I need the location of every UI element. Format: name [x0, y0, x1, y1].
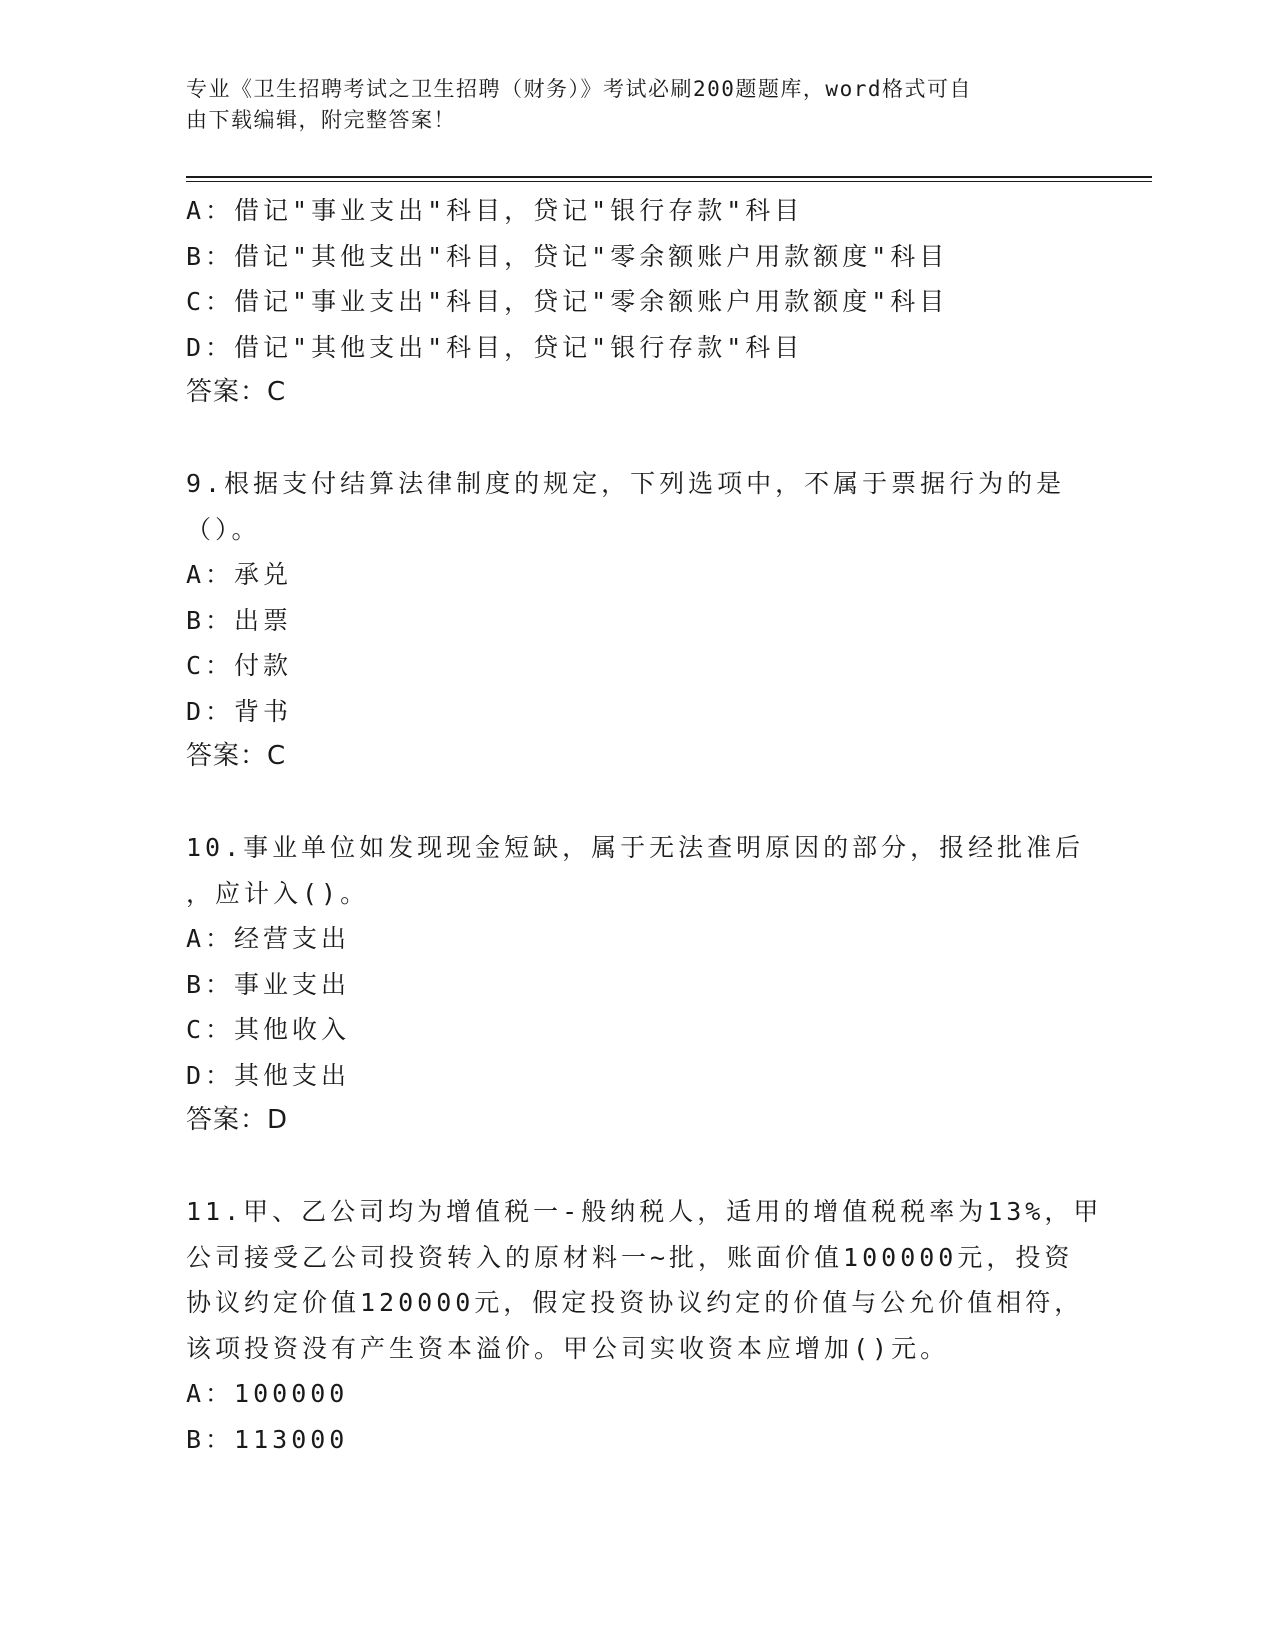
- answer: 答案：C: [186, 741, 287, 771]
- header-line-1: 专业《卫生招聘考试之卫生招聘（财务）》考试必刷200题题库，word格式可自: [186, 77, 972, 101]
- header-line-2: 由下载编辑，附完整答案！: [186, 108, 456, 132]
- option-d: D：背书: [186, 696, 293, 726]
- option-b: B：113000: [186, 1424, 349, 1454]
- question-stem-line: 9.根据支付结算法律制度的规定，下列选项中，不属于票据行为的是: [186, 469, 1066, 498]
- answer: 答案：D: [186, 1105, 289, 1135]
- question-9: [186, 461, 1086, 780]
- option-a: A：借记"事业支出"科目，贷记"银行存款"科目: [186, 196, 804, 225]
- question-10: [186, 825, 1086, 1144]
- question-stem-line: 该项投资没有产生资本溢价。甲公司实收资本应增加()元。: [186, 1333, 950, 1363]
- option-c: C：借记"事业支出"科目，贷记"零余额账户用款额度"科目: [186, 287, 949, 316]
- question-stem-line: 11.甲、乙公司均为增值税一-般纳税人，适用的增值税税率为13%，甲: [186, 1197, 1103, 1226]
- option-b: B：事业支出: [186, 969, 351, 999]
- option-d: D：其他支出: [186, 1060, 351, 1090]
- option-d: D：借记"其他支出"科目，贷记"银行存款"科目: [186, 332, 804, 362]
- question-list: [186, 188, 1103, 1462]
- question-8: [186, 188, 1086, 416]
- question-stem-line: （）。: [186, 514, 261, 544]
- option-b: B：出票: [186, 605, 293, 635]
- header-divider-thin: [186, 181, 1152, 182]
- document-header: [186, 74, 1066, 136]
- option-b: B：借记"其他支出"科目，贷记"零余额账户用款额度"科目: [186, 241, 949, 271]
- question-stem-line: 10.事业单位如发现现金短缺，属于无法查明原因的部分，报经批准后: [186, 833, 1085, 862]
- option-c: C：付款: [186, 651, 293, 680]
- question-stem-line: 协议约定价值120000元，假定投资协议约定的价值与公允价值相符，: [186, 1288, 1084, 1317]
- option-a: A：承兑: [186, 560, 293, 589]
- option-c: C：其他收入: [186, 1015, 351, 1044]
- header-divider: [186, 176, 1152, 178]
- option-a: A：100000: [186, 1379, 349, 1408]
- option-a: A：经营支出: [186, 924, 351, 953]
- question-stem-line: ，应计入()。: [186, 878, 370, 908]
- question-11: [186, 1189, 1103, 1462]
- question-stem-line: 公司接受乙公司投资转入的原材料一~批，账面价值100000元，投资: [186, 1242, 1074, 1272]
- answer: 答案：C: [186, 377, 287, 407]
